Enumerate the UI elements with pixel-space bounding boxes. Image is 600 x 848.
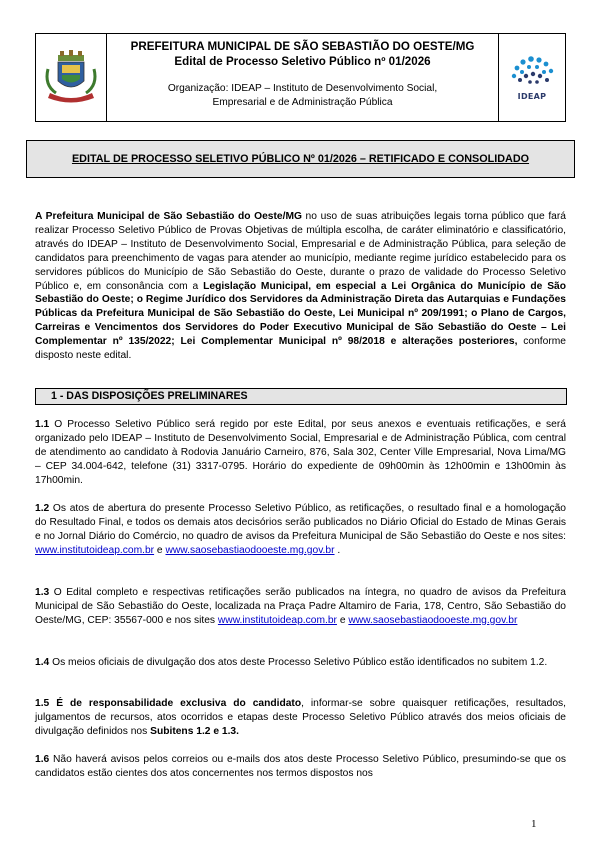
intro-legislation: Legislação Municipal, em especial a Lei Orgânica do Município de São Sebastião do Oeste; o Regime Jurídico dos Servidores da Administração Direta das Autarquias e Fundações Públicas da Prefeitura Municipal de São Sebastião do Oeste, Lei Municipal nº 209/1991; o Plano de Cargos, Carreiras e Vencimentos dos Servidores do Poder Executivo Municipal de São Sebastião do Oeste – Lei Complementar nº 135/2022; Lei Complementar Municipal nº 98/2018 e alterações posteriores,	[35, 280, 566, 348]
item-1-3	[35, 586, 566, 628]
item-1-1-text: O Processo Seletivo Público será regido por este Edital, por seus anexos e eventuais retificações, e será organizado pelo IDEAP – Instituto de Desenvolvimento Social, Empresarial e de Administração Pública, com central de atendimento ao candidato à Rodovia Januário Carneiro, 876, Sala 302, Center Ville Empresarial, Nova Lima/MG – CEP 34.004-642, telefone (31) 3317-0795. Horário do expediente de 09h00min às 12h00min e 13h00min às 17h00min.	[35, 419, 566, 486]
intro-paragraph	[35, 210, 566, 363]
item-1-2-and: e	[154, 544, 166, 556]
item-1-1-number: 1.1	[35, 419, 50, 430]
header-text	[107, 34, 498, 121]
item-1-1	[35, 418, 566, 488]
header-edital: Edital de Processo Seletivo Público nº 01/2026	[174, 55, 431, 68]
intro-text: no uso de suas atribuições legais torna público que fará realizar Processo Seletivo Público de Provas Objetivas de múltipla escolha, de caráter eliminatório e classificatório, através do IDEAP – Instituto de Desenvolvimento Social, Empresarial e de Administração Pública, para seleção de candidatos para preenchimento de vagas para atender ao município, mediante regime jurídico estabelecido para os servidores públicos do Município de São Sebastião do Oeste, durante o prazo de validade do Processo Seletivo Público e, em consonância com a	[35, 211, 566, 292]
item-1-6-text: Não haverá avisos pelos correios ou e-mails dos atos deste Processo Seletivo Público, presumindo-se que os candidatos estão cientes dos atos concernentes nos termos dispostos nos	[35, 754, 566, 779]
item-1-2-text: Os atos de abertura do presente Processo Seletivo Público, as retificações, o resultado final e a homologação do Resultado Final, e todos os demais atos decisórios serão publicados no Diário Oficial do Estado de Minas Gerais e no Jornal Diário do Comércio, no quadro de avisos da Prefeitura Municipal de São Sebastião do Oeste e nos sites:	[35, 503, 566, 542]
item-1-6-number: 1.6	[35, 754, 50, 765]
ideap-logo	[498, 34, 565, 121]
header-organization-line2: Empresarial e de Administração Pública	[212, 97, 393, 108]
item-1-5-number: 1.5	[35, 698, 50, 709]
item-1-2-end: .	[334, 544, 341, 556]
link-institutoideap-2[interactable]: www.institutoideap.com.br	[217, 614, 337, 626]
item-1-3-text: O Edital completo e respectivas retificações serão publicados na íntegra, no quadro de avisos da Prefeitura Municipal de São Sebastião do Oeste, localizada na Praça Padre Altamiro de Faria, 178, Centro, São Sebastião do Oeste/MG, CEP: 35567-000 e nos sites	[35, 587, 566, 626]
intro-end: conforme disposto neste edital.	[35, 336, 566, 362]
item-1-4	[35, 656, 566, 670]
item-1-4-text: Os meios oficiais de divulgação dos atos deste Processo Seletivo Público estão identificados no subitem 1.2.	[49, 657, 548, 668]
header-box	[35, 33, 566, 122]
document-title: EDITAL DE PROCESSO SELETIVO PÚBLICO Nº 01/2026 – RETIFICADO E CONSOLIDADO	[26, 140, 575, 178]
intro-bold-subject: A Prefeitura Municipal de São Sebastião do Oeste/MG	[35, 211, 302, 222]
link-institutoideap[interactable]: www.institutoideap.com.br	[35, 544, 155, 556]
item-1-2-number: 1.2	[35, 503, 50, 514]
item-1-3-number: 1.3	[35, 587, 50, 598]
item-1-3-and: e	[336, 614, 349, 626]
header-municipality: PREFEITURA MUNICIPAL DE SÃO SEBASTIÃO DO OESTE/MG	[130, 40, 475, 53]
link-saosebastiao-2[interactable]: www.saosebastiaodooeste.mg.gov.br	[348, 614, 518, 626]
item-1-5-text: , informar-se sobre quaisquer retificações, resultados, julgamentos de recursos, atos ocorridos e etapas deste Processo Seletivo Público através dos meios oficiais de divulgação definidos nos	[35, 698, 566, 737]
item-1-5	[35, 697, 566, 739]
item-1-2	[35, 502, 566, 558]
header-organization	[107, 82, 498, 110]
municipal-coat-of-arms	[36, 34, 107, 121]
page-number: 1	[531, 818, 537, 830]
item-1-6	[35, 753, 566, 781]
ideap-logo-text: IDEAP	[517, 92, 547, 101]
item-1-4-number: 1.4	[35, 657, 50, 668]
section-heading-1: 1 - DAS DISPOSIÇÕES PRELIMINARES	[35, 388, 567, 405]
item-1-5-bold: É de responsabilidade exclusiva do candidato	[49, 698, 302, 709]
item-1-5-subitems: Subitens 1.2 e 1.3.	[150, 725, 239, 737]
header-organization-line1: Organização: IDEAP – Instituto de Desenvolvimento Social,	[167, 83, 438, 94]
link-saosebastiao[interactable]: www.saosebastiaodooeste.mg.gov.br	[165, 544, 335, 556]
